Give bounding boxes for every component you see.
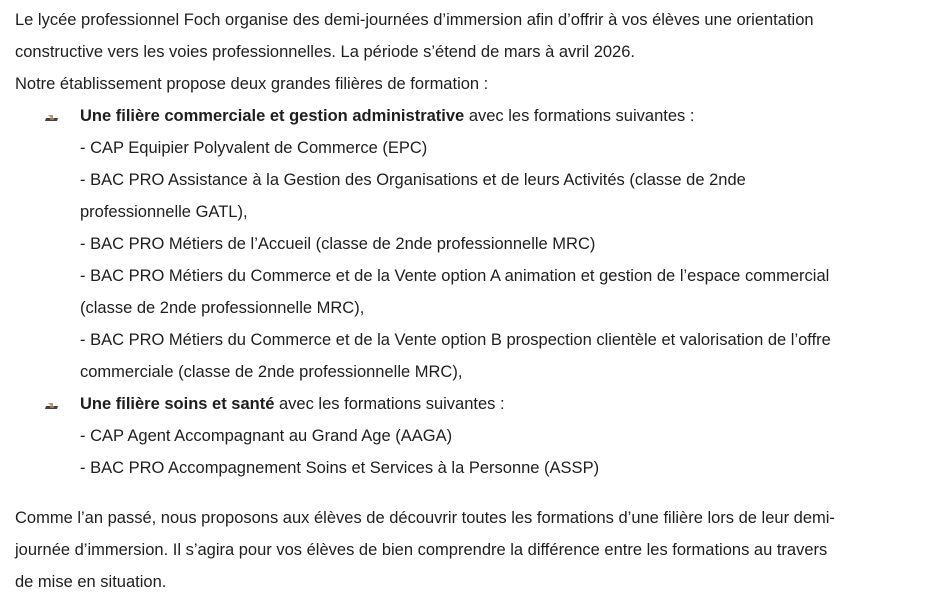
- list-item: (classe de 2nde professionnelle MRC),: [80, 299, 365, 317]
- filiere-title: Une filière commerciale et gestion administrative: [80, 107, 465, 125]
- filiere-heading: [80, 100, 930, 132]
- list-item: - BAC PRO Métiers de l’Accueil (classe de 2nde professionnelle MRC): [80, 235, 596, 253]
- paragraph-spacer: [15, 484, 930, 502]
- list-item: professionnelle GATL),: [80, 203, 248, 221]
- list-item: - BAC PRO Accompagnement Soins et Services à la Personne (ASSP): [80, 459, 600, 477]
- list-item: - CAP Agent Accompagnant au Grand Age (AAGA): [80, 427, 453, 445]
- list-item: - BAC PRO Métiers du Commerce et de la Vente option A animation et gestion de l’espace commercial: [80, 267, 830, 285]
- list-item: - BAC PRO Métiers du Commerce et de la Vente option B prospection clientèle et valorisation de l’offre: [80, 331, 831, 349]
- arrow-bullet-icon: [44, 397, 60, 411]
- document-body: [15, 4, 930, 598]
- list-item: - BAC PRO Assistance à la Gestion des Organisations et de leurs Activités (classe de 2nde: [80, 171, 746, 189]
- filiere-soins-sante: [15, 388, 930, 484]
- filiere-heading: [80, 388, 930, 420]
- filiere-suffix: avec les formations suivantes :: [274, 395, 505, 413]
- intro-line-1: Le lycée professionnel Foch organise des demi-journées d’immersion afin d’offrir à vos élèves une orientation: [15, 11, 814, 29]
- list-item: - CAP Equipier Polyvalent de Commerce (EPC): [80, 139, 428, 157]
- outro-line-3: de mise en situation.: [15, 573, 167, 591]
- outro-line-1: Comme l’an passé, nous proposons aux élèves de découvrir toutes les formations d’une filière lors de leur demi-: [15, 509, 835, 527]
- list-item: commerciale (classe de 2nde professionnelle MRC),: [80, 363, 463, 381]
- filiere-commerciale: [15, 100, 930, 388]
- arrow-bullet-icon: [44, 109, 60, 123]
- intro-line-3: Notre établissement propose deux grandes filières de formation :: [15, 75, 489, 93]
- filiere-suffix: avec les formations suivantes :: [464, 107, 695, 125]
- intro-line-2: constructive vers les voies professionnelles. La période s’étend de mars à avril 2026.: [15, 43, 635, 61]
- filiere-title: Une filière soins et santé: [80, 395, 275, 413]
- outro-line-2: journée d’immersion. Il s’agira pour vos élèves de bien comprendre la différence entre les formations au travers: [15, 541, 828, 559]
